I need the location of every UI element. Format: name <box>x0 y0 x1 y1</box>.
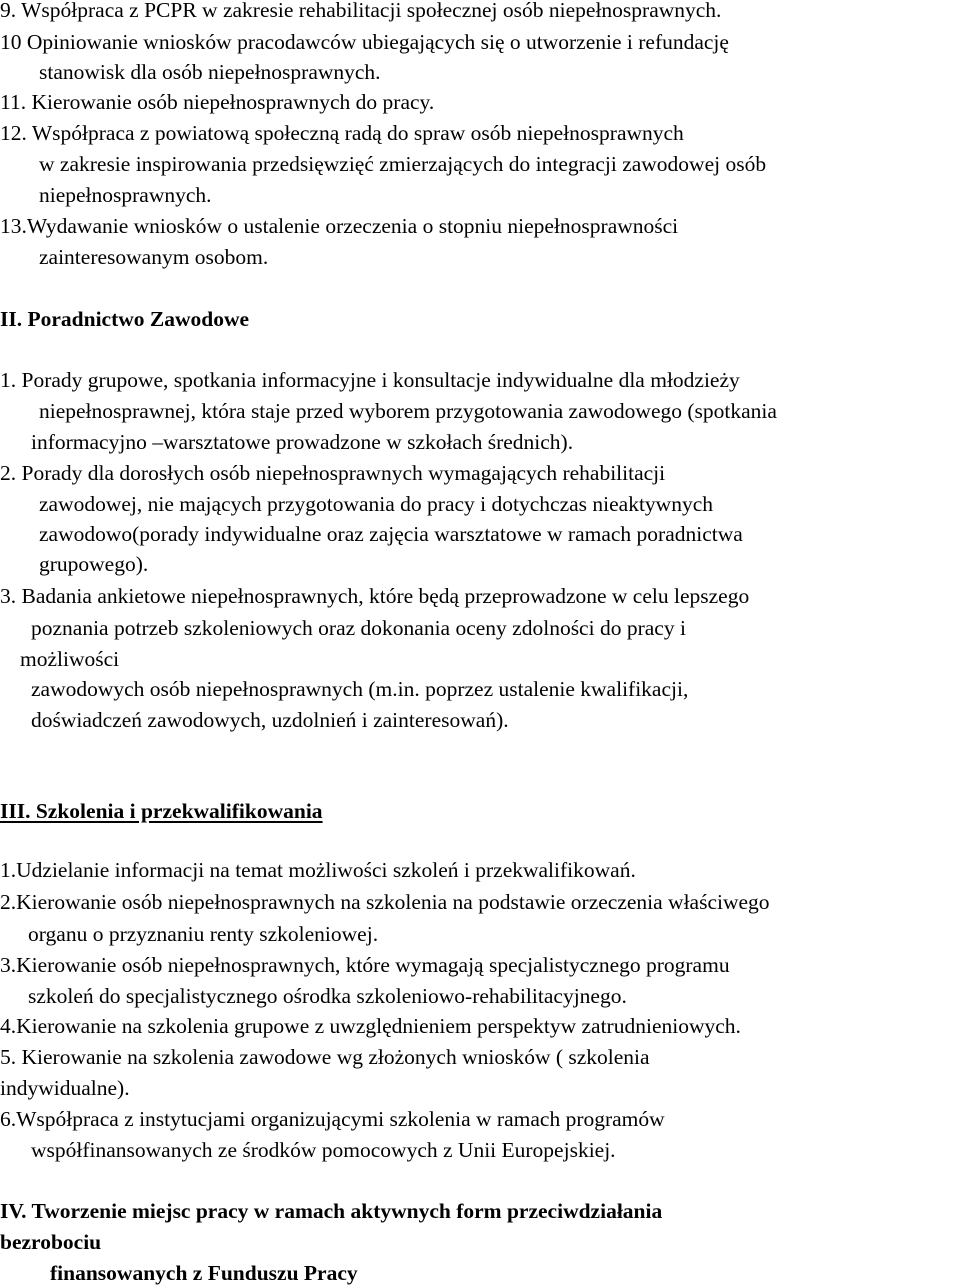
s3-item-2-line-1: 2.Kierowanie osób niepełnosprawnych na szkolenia na podstawie orzeczenia właściwego <box>0 890 770 914</box>
s3-item-1: 1.Udzielanie informacji na temat możliwości szkoleń i przekwalifikowań. <box>0 858 636 882</box>
s3-item-4: 4.Kierowanie na szkolenia grupowe z uwzględnieniem perspektyw zatrudnieniowych. <box>0 1014 741 1038</box>
s2-item-1-line-1: 1. Porady grupowe, spotkania informacyjne i konsultacje indywidualne dla młodzieży <box>0 368 740 392</box>
section-4-heading-line-3: finansowanych z Funduszu Pracy <box>50 1261 358 1285</box>
s2-item-3-line-3: możliwości <box>20 647 120 671</box>
item-12-line-2: w zakresie inspirowania przedsięwzięć zmierzających do integracji zawodowej osób <box>39 152 767 176</box>
s3-item-5-line-1: 5. Kierowanie na szkolenia zawodowe wg złożonych wniosków ( szkolenia <box>0 1045 650 1069</box>
s2-item-2-line-2: zawodowej, nie mających przygotowania do pracy i dotychczas nieaktywnych <box>39 492 714 516</box>
item-12-line-3: niepełnosprawnych. <box>39 183 212 207</box>
s2-item-2-line-1: 2. Porady dla dorosłych osób niepełnosprawnych wymagających rehabilitacji <box>0 461 666 485</box>
item-13-line-2: zainteresowanym osobom. <box>39 245 269 269</box>
section-2-heading: II. Poradnictwo Zawodowe <box>0 307 250 331</box>
s2-item-1-line-2: niepełnosprawnej, która staje przed wyborem przygotowania zawodowego (spotkania <box>39 399 777 423</box>
s2-item-2-line-3: zawodowo(porady indywidualne oraz zajęcia warsztatowe w ramach poradnictwa <box>39 522 743 546</box>
item-11: 11. Kierowanie osób niepełnosprawnych do pracy. <box>0 90 435 114</box>
item-13-line-1: 13.Wydawanie wniosków o ustalenie orzeczenia o stopniu niepełnosprawności <box>0 214 679 238</box>
item-10-line-2: stanowisk dla osób niepełnosprawnych. <box>39 60 381 84</box>
s3-item-6-line-2: współfinansowanych ze środków pomocowych z Unii Europejskiej. <box>31 1138 616 1162</box>
item-10-line-1: 10 Opiniowanie wniosków pracodawców ubiegających się o utworzenie i refundację <box>0 30 729 54</box>
s2-item-3-line-4: zawodowych osób niepełnosprawnych (m.in. poprzez ustalenie kwalifikacji, <box>31 677 689 701</box>
s2-item-1-line-3: informacyjno –warsztatowe prowadzone w szkołach średnich). <box>31 430 574 454</box>
s3-item-3-line-1: 3.Kierowanie osób niepełnosprawnych, które wymagają specjalistycznego programu <box>0 953 730 977</box>
item-12-line-1: 12. Współpraca z powiatową społeczną radą do spraw osób niepełnosprawnych <box>0 121 684 145</box>
s3-item-2-line-2: organu o przyznaniu renty szkoleniowej. <box>28 922 379 946</box>
s2-item-3-line-2: poznania potrzeb szkoleniowych oraz dokonania oceny zdolności do pracy i <box>31 616 686 640</box>
s3-item-6-line-1: 6.Współpraca z instytucjami organizującymi szkolenia w ramach programów <box>0 1107 665 1131</box>
section-3-heading: III. Szkolenia i przekwalifikowania <box>0 799 323 823</box>
s2-item-3-line-5: doświadczeń zawodowych, uzdolnień i zainteresowań). <box>31 708 509 732</box>
s3-item-5-line-2: indywidualne). <box>0 1076 130 1100</box>
section-4-heading-line-2: bezrobociu <box>0 1230 102 1254</box>
section-4-heading-line-1: IV. Tworzenie miejsc pracy w ramach aktywnych form przeciwdziałania <box>0 1199 663 1223</box>
item-9: 9. Współpraca z PCPR w zakresie rehabilitacji społecznej osób niepełnosprawnych. <box>0 0 722 22</box>
s2-item-3-line-1: 3. Badania ankietowe niepełnosprawnych, które będą przeprowadzone w celu lepszego <box>0 584 750 608</box>
s3-item-3-line-2: szkoleń do specjalistycznego ośrodka szkoleniowo-rehabilitacyjnego. <box>28 984 627 1008</box>
s2-item-2-line-4: grupowego). <box>39 552 149 576</box>
